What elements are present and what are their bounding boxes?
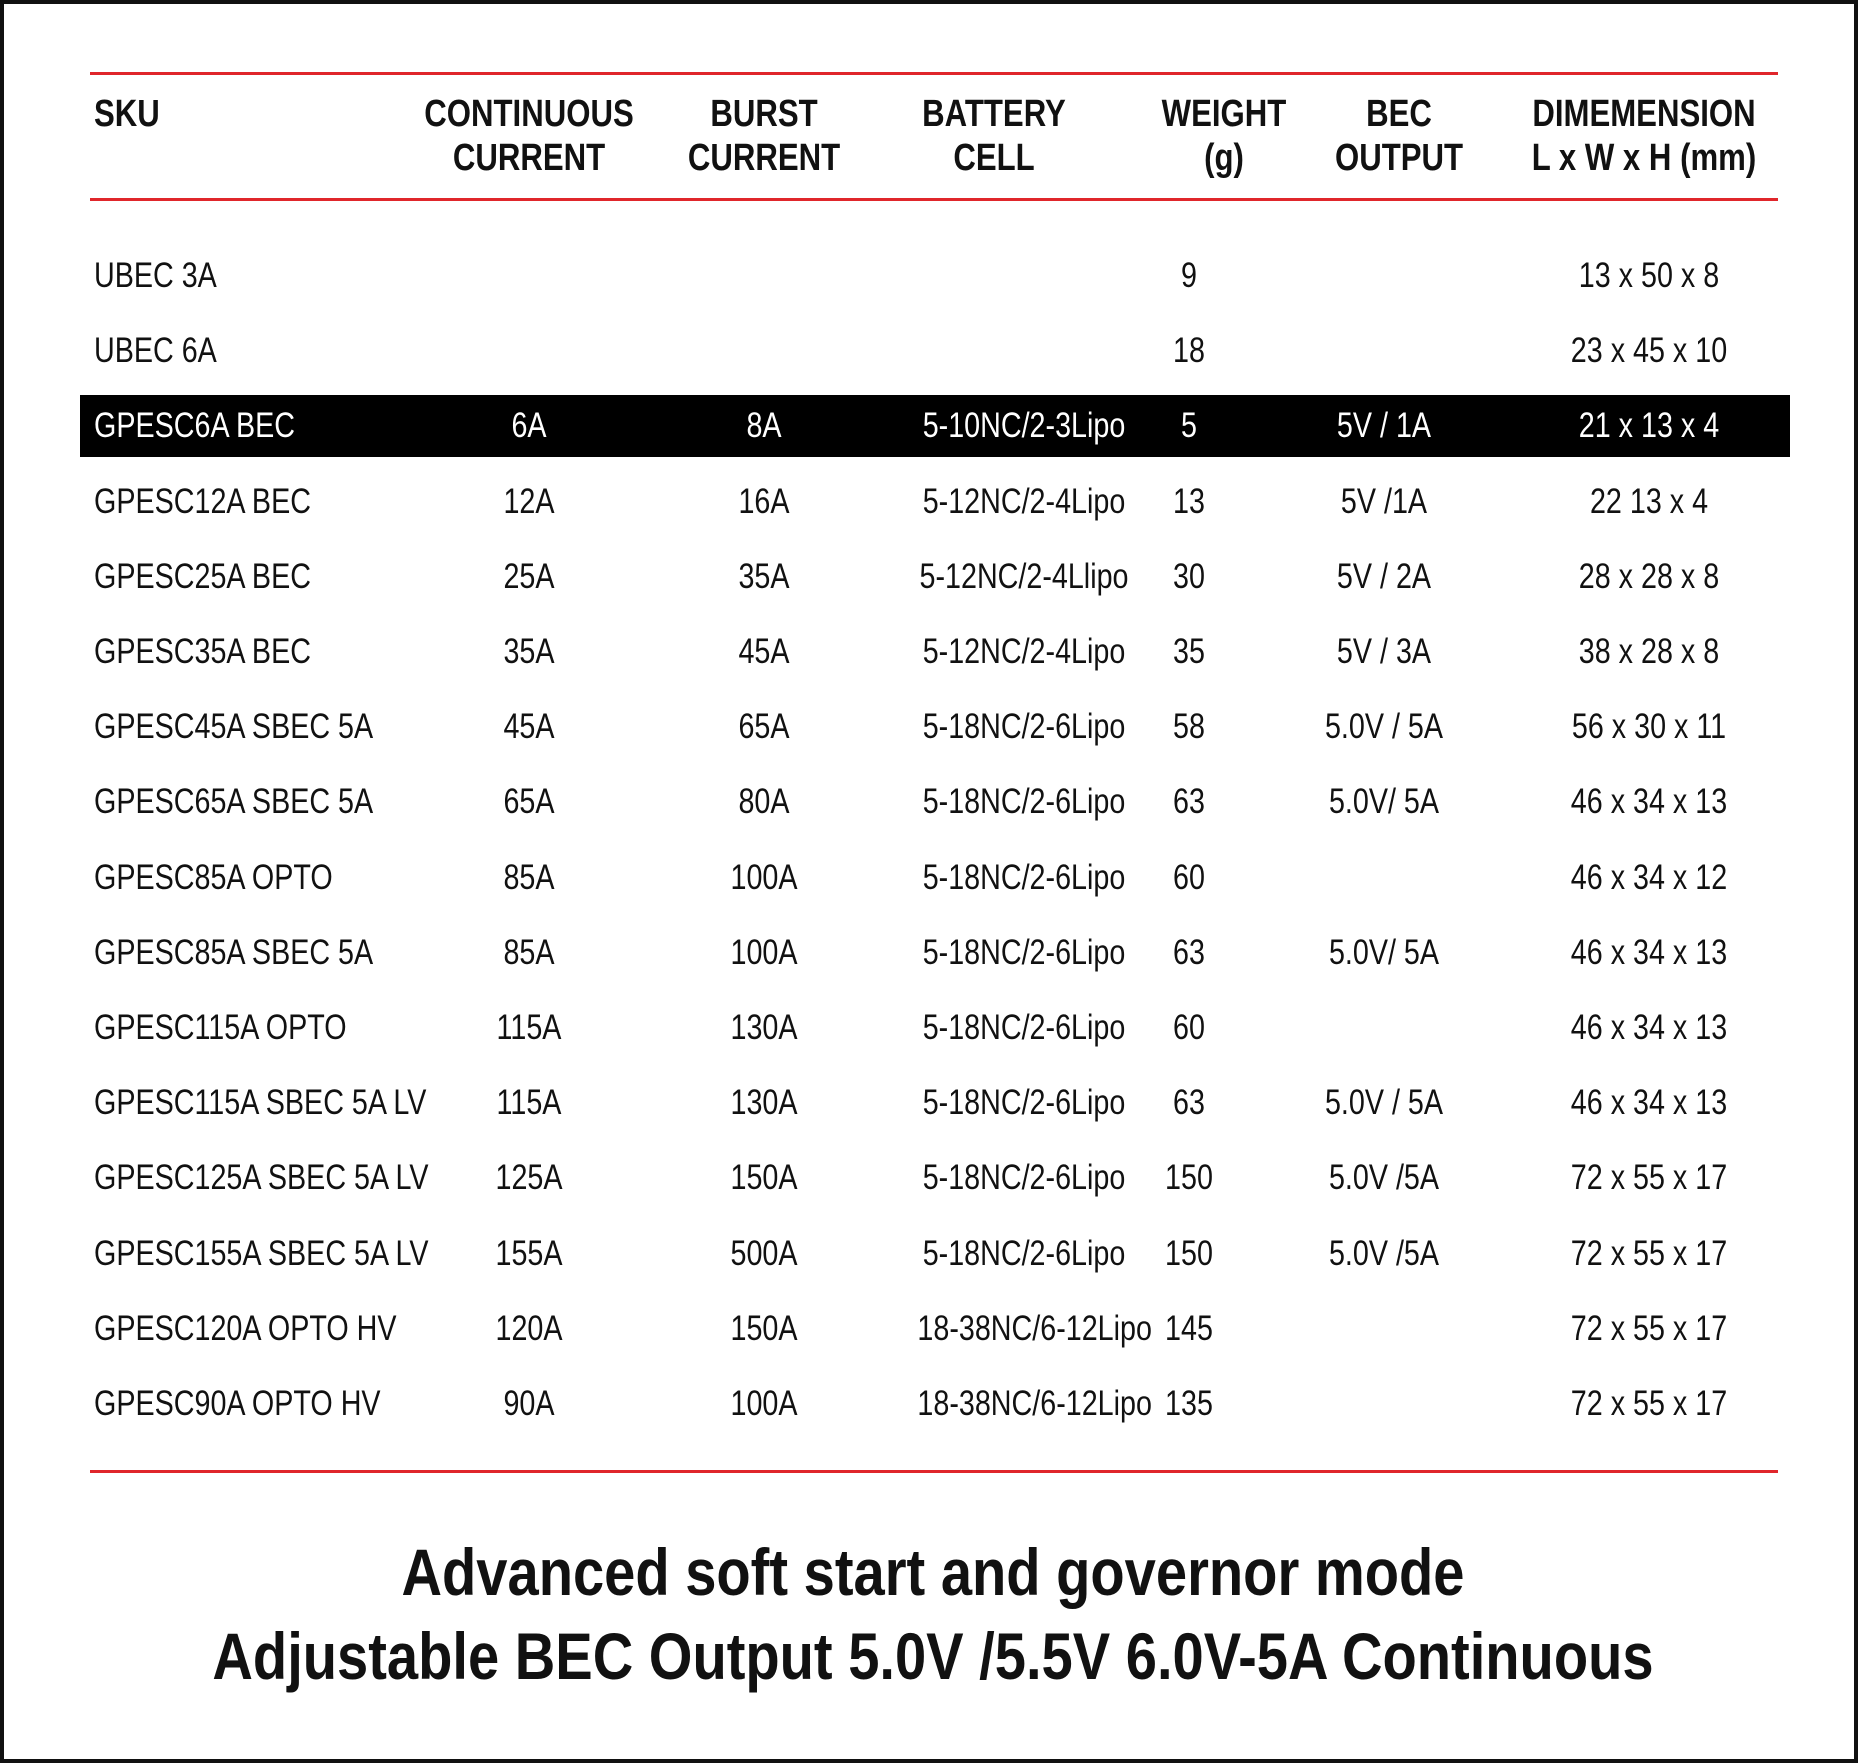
cell-battery-cell: 5-18NC/2-6Lipo <box>922 1234 1126 1273</box>
cell-burst-current: 45A <box>738 632 790 671</box>
table-row <box>80 1072 1790 1134</box>
header-weight-line2: (g) <box>1204 137 1244 179</box>
cell-continuous-current: 155A <box>495 1234 563 1273</box>
cell-continuous-current: 25A <box>503 557 555 596</box>
cell-sku: GPESC35A BEC <box>94 632 311 671</box>
header-sku-label: SKU <box>94 93 160 135</box>
cell-burst-current: 130A <box>730 1083 798 1122</box>
cell-weight: 58 <box>1173 707 1205 746</box>
cell-battery-cell: 18-38NC/6-12Lipo <box>917 1384 1152 1423</box>
cell-bec-output <box>1314 245 1453 307</box>
cell-sku: GPESC115A SBEC 5A LV <box>94 1083 427 1122</box>
header-bec-output <box>1329 92 1468 192</box>
footer-line-2: Adjustable BEC Output 5.0V /5.5V 6.0V-5A Continuous <box>212 1619 1654 1693</box>
table-row <box>80 922 1790 984</box>
cell-bec-output: 5.0V / 5A <box>1324 707 1444 746</box>
cell-bec-output: 5.0V / 5A <box>1324 1083 1444 1122</box>
cell-battery-cell: 18-38NC/6-12Lipo <box>917 1309 1152 1348</box>
table-row <box>80 546 1790 608</box>
cell-burst-current <box>698 245 829 307</box>
cell-continuous-current: 115A <box>496 1008 562 1047</box>
cell-bec-output: 5.0V/ 5A <box>1328 782 1440 821</box>
cell-battery-cell: 5-18NC/2-6Lipo <box>922 1158 1126 1197</box>
table-row <box>80 1298 1790 1360</box>
cell-weight: 35 <box>1173 632 1205 671</box>
cell-burst-current: 80A <box>738 782 790 821</box>
cell-dimension: 23 x 45 x 10 <box>1570 331 1728 370</box>
table-row <box>80 771 1790 833</box>
cell-burst-current: 100A <box>730 858 798 897</box>
bottom-rule <box>90 1470 1778 1473</box>
table-row <box>80 1373 1790 1435</box>
header-battery-cell <box>904 92 1084 192</box>
cell-continuous-current: 6A <box>511 406 547 445</box>
top-rule <box>90 72 1778 75</box>
header-burst-current <box>682 92 846 192</box>
cell-burst-current: 65A <box>738 707 790 746</box>
cell-continuous-current: 125A <box>495 1158 563 1197</box>
cell-weight: 145 <box>1165 1309 1213 1348</box>
table-row <box>80 696 1790 758</box>
table-row <box>80 1223 1790 1285</box>
cell-weight: 5 <box>1181 406 1197 445</box>
cell-weight: 63 <box>1173 782 1205 821</box>
cell-dimension: 22 13 x 4 <box>1589 482 1709 521</box>
cell-continuous-current: 35A <box>503 632 555 671</box>
header-continuous-line1: CONTINUOUS <box>424 93 634 135</box>
cell-weight: 9 <box>1181 256 1197 295</box>
table-row <box>80 847 1790 909</box>
cell-dimension: 72 x 55 x 17 <box>1570 1309 1728 1348</box>
cell-weight: 30 <box>1173 557 1205 596</box>
cell-burst-current: 150A <box>730 1158 798 1197</box>
cell-battery-cell: 5-18NC/2-6Lipo <box>922 707 1126 746</box>
cell-battery-cell: 5-18NC/2-6Lipo <box>922 782 1126 821</box>
table-row <box>80 997 1790 1059</box>
cell-sku: GPESC45A SBEC 5A <box>94 707 374 746</box>
cell-bec-output: 5.0V /5A <box>1328 1158 1440 1197</box>
cell-burst-current: 100A <box>730 1384 798 1423</box>
header-sku <box>94 92 160 192</box>
cell-dimension: 28 x 28 x 8 <box>1578 557 1720 596</box>
cell-bec-output: 5V / 2A <box>1336 557 1432 596</box>
cell-dimension: 46 x 34 x 13 <box>1570 1083 1728 1122</box>
cell-continuous-current: 85A <box>503 858 555 897</box>
cell-bec-output <box>1314 1298 1453 1360</box>
cell-battery-cell: 5-18NC/2-6Lipo <box>922 858 1126 897</box>
cell-bec-output: 5V / 1A <box>1336 406 1432 445</box>
header-burst-line2: CURRENT <box>687 137 841 179</box>
cell-burst-current: 16A <box>738 482 790 521</box>
cell-sku: GPESC12A BEC <box>94 482 311 521</box>
header-bec-line1: BEC <box>1366 93 1432 135</box>
cell-continuous-current: 115A <box>496 1083 562 1122</box>
cell-sku: GPESC65A SBEC 5A <box>94 782 374 821</box>
cell-battery-cell: 5-18NC/2-6Lipo <box>922 1083 1126 1122</box>
cell-continuous-current: 85A <box>503 933 555 972</box>
cell-dimension: 72 x 55 x 17 <box>1570 1158 1728 1197</box>
cell-weight: 150 <box>1165 1158 1213 1197</box>
cell-sku: UBEC 3A <box>94 256 217 295</box>
header-dimension-line2: L x W x H (mm) <box>1531 137 1757 179</box>
cell-dimension: 21 x 13 x 4 <box>1578 406 1720 445</box>
cell-weight: 60 <box>1173 1008 1205 1047</box>
table-row <box>80 320 1790 382</box>
header-burst-line1: BURST <box>710 93 818 135</box>
cell-sku: GPESC85A SBEC 5A <box>94 933 374 972</box>
cell-continuous-current: 65A <box>503 782 555 821</box>
cell-dimension: 46 x 34 x 13 <box>1570 1008 1728 1047</box>
cell-bec-output <box>1314 847 1453 909</box>
header-bec-line2: OUTPUT <box>1334 137 1464 179</box>
cell-sku: GPESC90A OPTO HV <box>94 1384 381 1423</box>
cell-battery-cell <box>917 320 1130 382</box>
cell-bec-output: 5V /1A <box>1340 482 1428 521</box>
cell-weight: 60 <box>1173 858 1205 897</box>
cell-sku: GPESC125A SBEC 5A LV <box>94 1158 429 1197</box>
cell-continuous-current: 120A <box>495 1309 563 1348</box>
cell-weight: 63 <box>1173 933 1205 972</box>
cell-weight: 135 <box>1165 1384 1213 1423</box>
table-row-highlighted <box>80 395 1790 457</box>
cell-dimension: 46 x 34 x 13 <box>1570 782 1728 821</box>
table-row <box>80 245 1790 307</box>
cell-bec-output <box>1314 997 1453 1059</box>
header-dimension-line1: DIMEMENSION <box>1532 93 1756 135</box>
cell-continuous-current <box>463 245 594 307</box>
header-dimension <box>1513 92 1775 192</box>
cell-sku: GPESC85A OPTO <box>94 858 333 897</box>
cell-battery-cell: 5-12NC/2-4Llipo <box>919 557 1129 596</box>
cell-weight: 13 <box>1173 482 1205 521</box>
table-row <box>80 1147 1790 1209</box>
cell-burst-current: 150A <box>730 1309 798 1348</box>
cell-bec-output <box>1314 320 1453 382</box>
cell-bec-output: 5.0V/ 5A <box>1328 933 1440 972</box>
table-row <box>80 621 1790 683</box>
cell-dimension: 46 x 34 x 13 <box>1570 933 1728 972</box>
cell-dimension: 46 x 34 x 12 <box>1570 858 1728 897</box>
cell-dimension: 72 x 55 x 17 <box>1570 1234 1728 1273</box>
header-battery-line2: CELL <box>953 137 1035 179</box>
cell-burst-current: 100A <box>730 933 798 972</box>
cell-battery-cell: 5-10NC/2-3Lipo <box>922 406 1126 445</box>
cell-dimension: 38 x 28 x 8 <box>1578 632 1720 671</box>
cell-sku: GPESC25A BEC <box>94 557 311 596</box>
cell-burst-current: 35A <box>738 557 790 596</box>
cell-bec-output: 5.0V /5A <box>1328 1234 1440 1273</box>
header-continuous-line2: CURRENT <box>452 137 606 179</box>
cell-weight: 150 <box>1165 1234 1213 1273</box>
cell-sku: GPESC155A SBEC 5A LV <box>94 1234 429 1273</box>
cell-burst-current: 8A <box>746 406 782 445</box>
table-row <box>80 471 1790 533</box>
cell-dimension: 13 x 50 x 8 <box>1578 256 1720 295</box>
cell-continuous-current: 45A <box>503 707 555 746</box>
footer-line-1: Advanced soft start and governor mode <box>401 1535 1465 1609</box>
header-weight-line1: WEIGHT <box>1161 93 1287 135</box>
cell-battery-cell: 5-12NC/2-4Lipo <box>922 482 1126 521</box>
cell-continuous-current: 12A <box>503 482 555 521</box>
header-continuous-current <box>424 92 634 192</box>
cell-dimension: 56 x 30 x 11 <box>1571 707 1727 746</box>
cell-battery-cell: 5-18NC/2-6Lipo <box>922 933 1126 972</box>
cell-bec-output <box>1314 1373 1453 1435</box>
cell-sku: GPESC6A BEC <box>94 406 295 445</box>
cell-dimension: 72 x 55 x 17 <box>1570 1384 1728 1423</box>
cell-burst-current: 500A <box>730 1234 798 1273</box>
cell-battery-cell <box>917 245 1130 307</box>
cell-sku: UBEC 6A <box>94 331 217 370</box>
header-battery-line1: BATTERY <box>922 93 1066 135</box>
header-rule <box>90 198 1778 201</box>
cell-sku: GPESC120A OPTO HV <box>94 1309 397 1348</box>
cell-battery-cell: 5-18NC/2-6Lipo <box>922 1008 1126 1047</box>
cell-continuous-current <box>463 320 594 382</box>
cell-burst-current: 130A <box>730 1008 798 1047</box>
cell-continuous-current: 90A <box>503 1384 555 1423</box>
cell-weight: 63 <box>1173 1083 1205 1122</box>
cell-sku: GPESC115A OPTO <box>94 1008 347 1047</box>
header-weight <box>1150 92 1298 192</box>
cell-battery-cell: 5-12NC/2-4Lipo <box>922 632 1126 671</box>
cell-bec-output: 5V / 3A <box>1336 632 1432 671</box>
cell-weight: 18 <box>1173 331 1205 370</box>
cell-burst-current <box>698 320 829 382</box>
